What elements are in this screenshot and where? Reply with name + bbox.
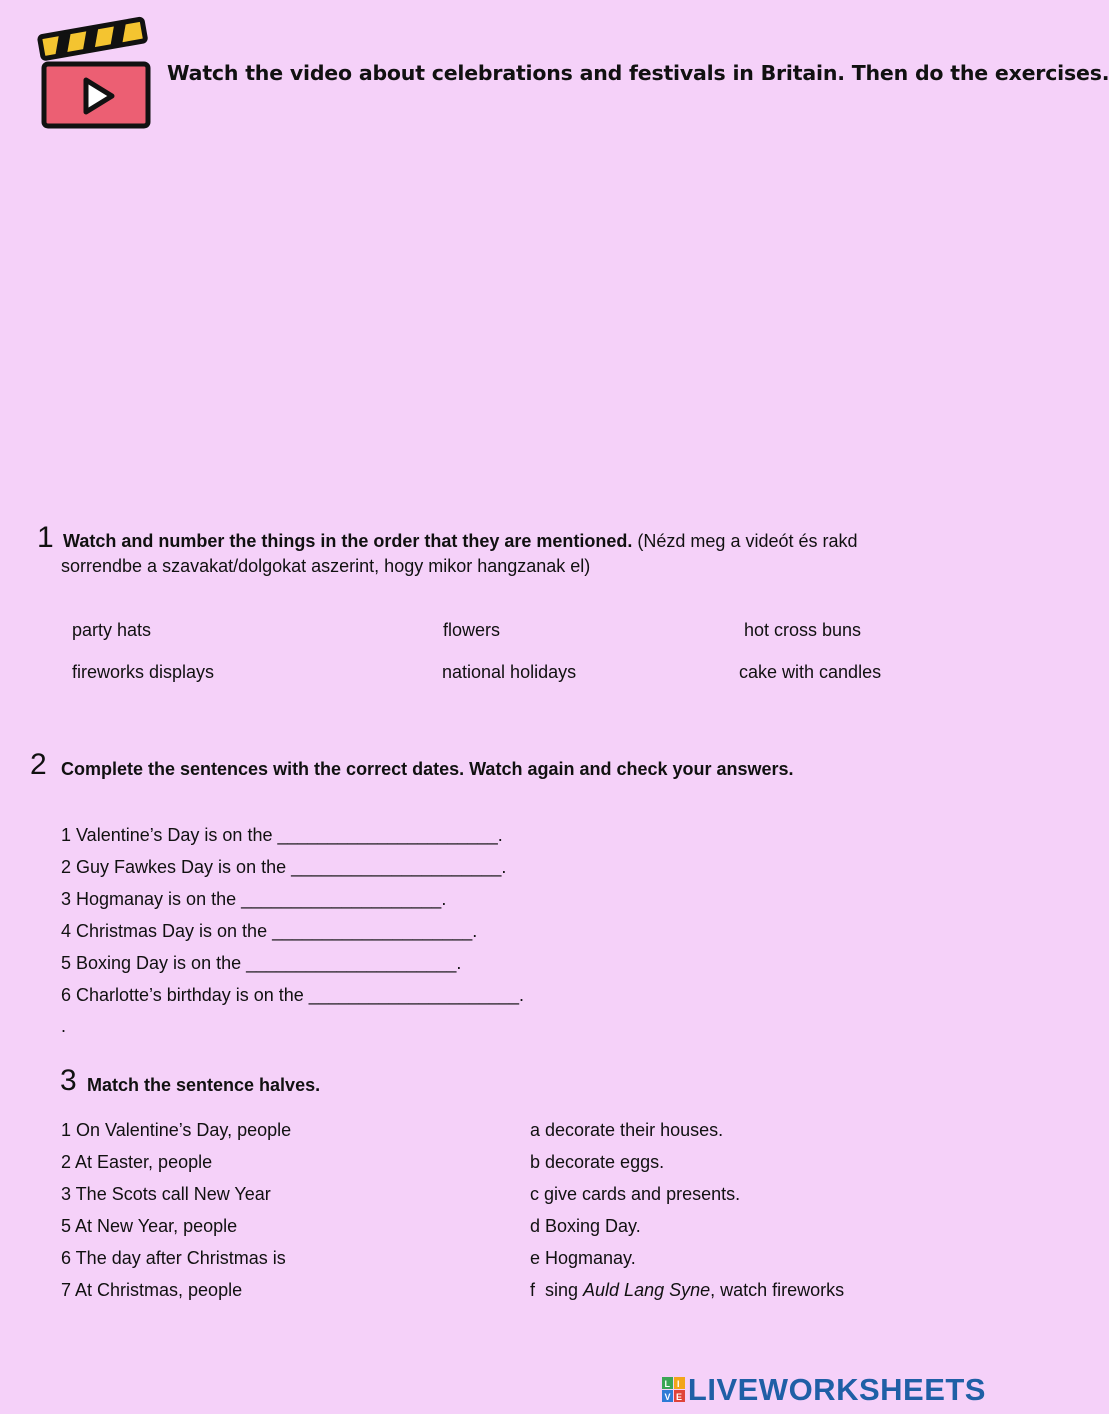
word-item: party hats (72, 620, 152, 640)
exercise1-instruction-hu: (Nézd meg a videót és rakd (637, 531, 858, 551)
video-clapperboard-icon (38, 20, 152, 132)
exercise3-number: 3 (60, 1064, 77, 1097)
match-left-item: 6 The day after Christmas is (61, 1248, 286, 1268)
liveworksheets-logo[interactable] (662, 1372, 986, 1408)
exercise1-instruction (63, 531, 858, 552)
match-right-suffix: , watch fireworks (710, 1280, 845, 1300)
sentence-item[interactable]: 6 Charlotte’s birthday is on the _____________________. (61, 985, 525, 1005)
match-right-item: c give cards and presents. (530, 1184, 741, 1204)
match-left-item: 5 At New Year, people (61, 1216, 238, 1236)
svg-text:E: E (675, 1392, 682, 1402)
match-right-item: b decorate eggs. (530, 1152, 665, 1172)
match-left-item: 2 At Easter, people (61, 1152, 213, 1172)
song-title: Auld Lang Syne (583, 1280, 711, 1300)
exercise2-number: 2 (30, 748, 47, 781)
word-item: fireworks displays (72, 662, 215, 682)
exercise1-instruction-hu-line2: sorrendbe a szavakat/dolgokat aszerint, hogy mikor hangzanak el) (61, 556, 591, 576)
word-item: national holidays (442, 662, 577, 682)
liveworksheets-logo-icon (662, 1377, 686, 1403)
header-instruction: Watch the video about celebrations and festivals in Britain. Then do the exercises. (167, 61, 1109, 85)
sentence-item[interactable]: 2 Guy Fawkes Day is on the _____________________. (61, 857, 507, 877)
match-right-item: d Boxing Day. (530, 1216, 641, 1236)
svg-text:L: L (664, 1379, 670, 1389)
trailing-dot: . (61, 1016, 67, 1036)
svg-text:V: V (664, 1392, 671, 1402)
match-left-item: 7 At Christmas, people (61, 1280, 243, 1300)
match-right-item (530, 1280, 844, 1301)
exercise1-instruction-bold: Watch and number the things in the order that they are mentioned. (63, 531, 633, 551)
svg-text:I: I (676, 1379, 680, 1389)
sentence-item[interactable]: 1 Valentine’s Day is on the ______________________. (61, 825, 503, 845)
word-item: flowers (443, 620, 501, 640)
exercise1-number: 1 (37, 521, 54, 554)
exercise3-instruction: Match the sentence halves. (87, 1075, 321, 1095)
match-right-prefix: f sing (530, 1280, 584, 1300)
match-right-item: a decorate their houses. (530, 1120, 724, 1140)
word-item: hot cross buns (744, 620, 862, 640)
match-right-item: e Hogmanay. (530, 1248, 636, 1268)
exercise2-instruction: Complete the sentences with the correct dates. Watch again and check your answers. (61, 759, 794, 779)
word-item: cake with candles (739, 662, 882, 682)
sentence-item[interactable]: 4 Christmas Day is on the ____________________. (61, 921, 478, 941)
match-left-item: 3 The Scots call New Year (61, 1184, 271, 1204)
liveworksheets-logo-text: LIVEWORKSHEETS (687, 1372, 986, 1407)
sentence-item[interactable]: 5 Boxing Day is on the _____________________. (61, 953, 462, 973)
match-left-item: 1 On Valentine’s Day, people (61, 1120, 292, 1140)
sentence-item[interactable]: 3 Hogmanay is on the ____________________. (61, 889, 447, 909)
